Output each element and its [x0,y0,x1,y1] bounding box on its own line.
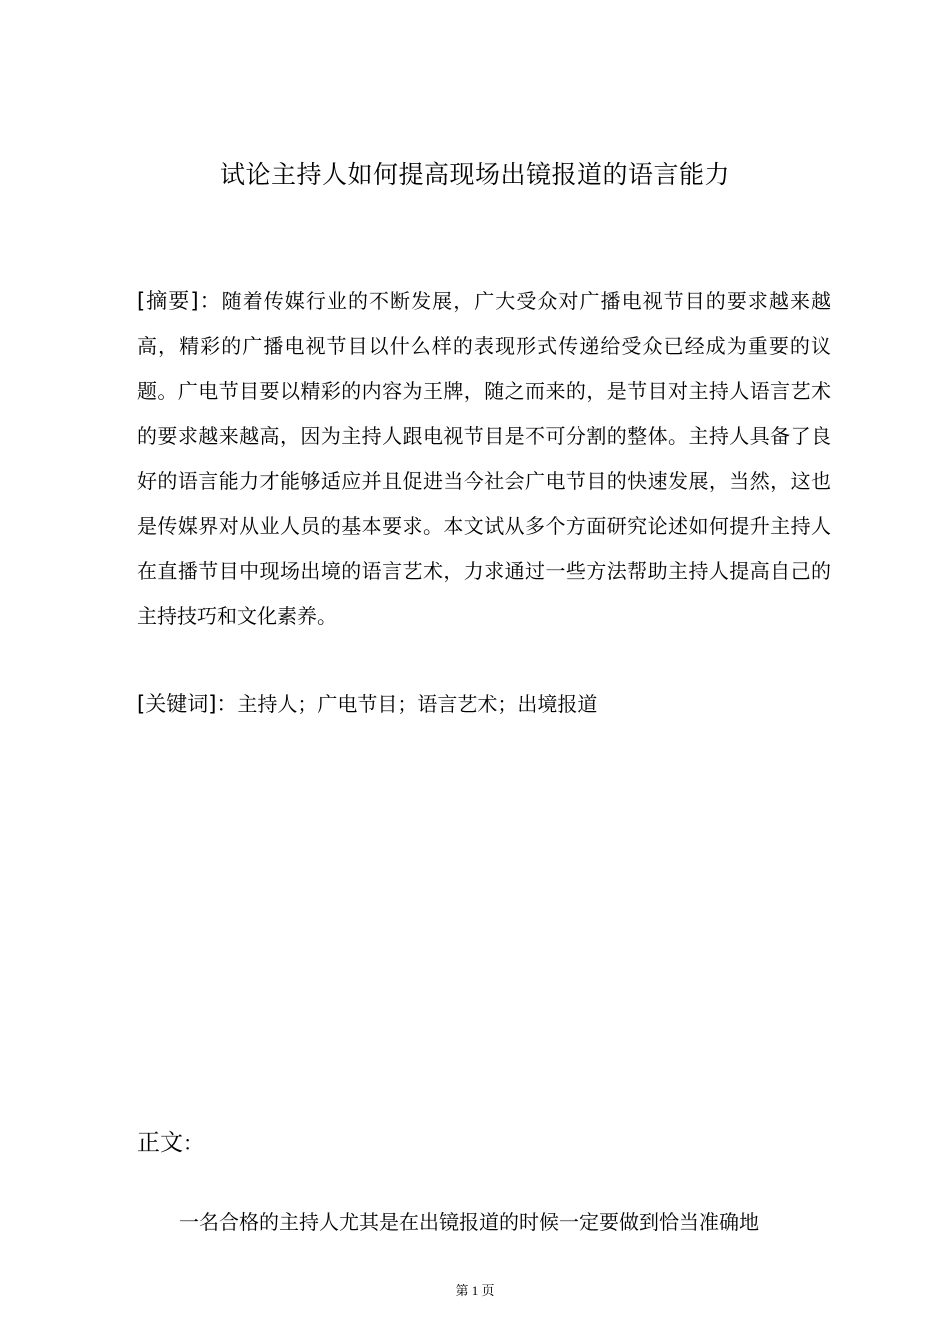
body-heading [137,1124,203,1157]
keywords-colon: ： [216,692,238,716]
abstract-text: 随着传媒行业的不断发展，广大受众对广播电视节目的要求越来越高，精彩的广播电视节目以什么样的表现形式传递给受众已经成为重要的议题。广电节目要以精彩的内容为王牌，随之而来的，是节目对主持人语言艺术的要求越来越高，因为主持人跟电视节目是不可分割的整体。主持人具备了良好的语言能力才能够适应并且促进当今社会广电节目的快速发展，当然，这也是传媒界对从业人员的基本要求。本文试从多个方面研究论述如何提升主持人在直播节目中现场出境的语言艺术，力求通过一些方法帮助主持人提高自己的主持技巧和文化素养。 [137,289,832,628]
body-heading-colon: ： [183,1131,203,1155]
body-heading-text: 正文 [137,1130,183,1156]
abstract-paragraph [137,279,831,639]
abstract-label: [摘要] [137,289,199,313]
keywords-text: 主持人；广电节目；语言艺术；出境报道 [237,692,598,716]
keywords-label: [关键词] [137,692,217,716]
page-number-footer: 第 1 页 [455,1283,495,1298]
body-first-paragraph: 一名合格的主持人尤其是在出镜报道的时候一定要做到恰当准确地 [179,1210,759,1234]
keywords-line [137,682,831,727]
abstract-colon: ： [198,289,222,313]
document-title: 试论主持人如何提高现场出镜报道的语言能力 [219,160,730,189]
